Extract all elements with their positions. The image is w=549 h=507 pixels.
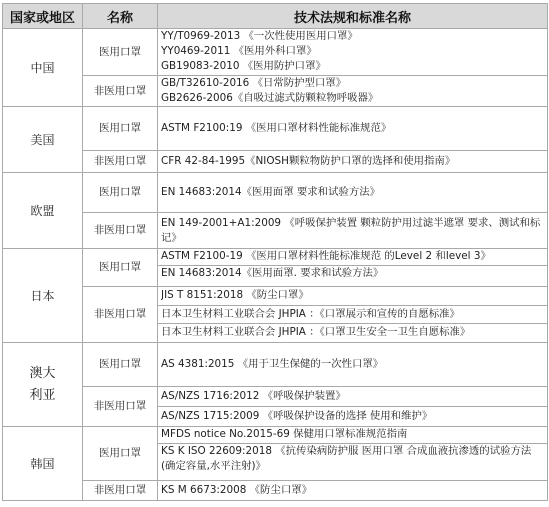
standard-item: AS/NZS 1716:2012 《呼吸保护装置》 — [161, 390, 346, 403]
table-row — [3, 151, 548, 173]
table-row — [3, 173, 548, 213]
region-korea: 韩国 — [3, 427, 83, 501]
category-medical: 医用口罩 — [83, 29, 158, 76]
standard-item: YY/T0969-2013 《一次性使用医用口罩》 — [161, 30, 358, 42]
standard-item: KS K ISO 22609:2018 《抗传染病防护服 医用口罩 合成血液抗渗透的试验方法(确定容量,水平注射)》 — [158, 443, 547, 474]
standards-table — [2, 3, 548, 501]
category-medical: 医用口罩 — [83, 107, 158, 151]
region-china: 中国 — [3, 29, 83, 107]
standard-item: GB19083-2010 《医用防护口罩》 — [161, 60, 326, 73]
standard-item: EN 149-2001+A1:2009 《呼吸保护装置 颗粒防护用过滤半遮罩 要求、测试和标记》 — [161, 216, 541, 244]
standard-cell — [158, 151, 548, 173]
table-row — [3, 76, 548, 107]
standard-item: JIS T 8151:2018 《防尘口罩》 — [161, 289, 309, 302]
category-medical: 医用口罩 — [83, 173, 158, 213]
table-row — [3, 387, 548, 427]
standard-item: AS 4381:2015 《用于卫生保健的一次性口罩》 — [161, 358, 384, 371]
standard-item: GB/T32610-2016 《日常防护型口罩》 — [161, 77, 347, 89]
table-row — [3, 249, 548, 287]
standard-cell — [158, 107, 548, 151]
standard-item: ASTM F2100-19 《医用口罩材料性能标准规范 的Level 2 和level 3》 — [161, 250, 491, 263]
standard-cell — [158, 213, 548, 249]
table-row — [3, 427, 548, 481]
category-medical: 医用口罩 — [83, 249, 158, 287]
category-non-medical: 非医用口罩 — [83, 76, 158, 107]
standard-cell — [158, 427, 548, 481]
category-non-medical: 非医用口罩 — [83, 151, 158, 173]
category-medical: 医用口罩 — [83, 427, 158, 481]
header-standard: 技术法规和标准名称 — [158, 4, 548, 29]
header-row — [3, 4, 548, 29]
standard-item: ASTM F2100:19 《医用口罩材料性能标准规范》 — [161, 122, 392, 135]
table-row — [3, 213, 548, 249]
standard-cell — [158, 343, 548, 387]
standard-cell — [158, 29, 548, 76]
standard-cell — [158, 287, 548, 343]
category-non-medical: 非医用口罩 — [83, 213, 158, 249]
standard-item: 日本卫生材料工业联合会 JHPIA ：《口罩展示和宣传的自愿标准》 — [158, 305, 547, 324]
header-name: 名称 — [83, 4, 158, 29]
region-australia: 澳大利亚 — [3, 343, 83, 427]
standard-cell — [158, 387, 548, 427]
standard-cell — [158, 481, 548, 501]
standard-item: MFDS notice No.2015-69 保健用口罩标准规范指南 — [161, 428, 408, 441]
standard-item: GB2626-2006《自吸过滤式防颗粒物呼吸器》 — [161, 92, 379, 105]
table-row — [3, 107, 548, 151]
region-japan: 日本 — [3, 249, 83, 343]
standard-item: AS/NZS 1715:2009 《呼吸保护设备的选择 使用和维护》 — [158, 406, 547, 426]
standard-cell — [158, 173, 548, 213]
table-row — [3, 343, 548, 387]
table-row — [3, 481, 548, 501]
standard-item: KS M 6673:2008 《防尘口罩》 — [161, 484, 313, 497]
category-non-medical: 非医用口罩 — [83, 387, 158, 427]
standard-cell — [158, 249, 548, 287]
header-region: 国家或地区 — [3, 4, 83, 29]
standard-cell — [158, 76, 548, 107]
table-row — [3, 29, 548, 76]
region-eu: 欧盟 — [3, 173, 83, 249]
standard-item: YY0469-2011 《医用外科口罩》 — [161, 45, 317, 58]
table-row — [3, 287, 548, 343]
standard-item: 日本卫生材料工业联合会 JHPIA ：《口罩卫生安全一卫生自愿标准》 — [158, 323, 547, 342]
category-medical: 医用口罩 — [83, 343, 158, 387]
standard-item: CFR 42-84-1995《NIOSH颗粒物防护口罩的选择和使用指南》 — [161, 155, 456, 168]
category-non-medical: 非医用口罩 — [83, 481, 158, 501]
region-usa: 美国 — [3, 107, 83, 173]
standard-item: EN 14683:2014《医用面罩 要求和试验方法》 — [161, 186, 381, 199]
category-non-medical: 非医用口罩 — [83, 287, 158, 343]
standard-item: EN 14683:2014《医用面罩. 要求和试验方法》 — [158, 265, 547, 281]
